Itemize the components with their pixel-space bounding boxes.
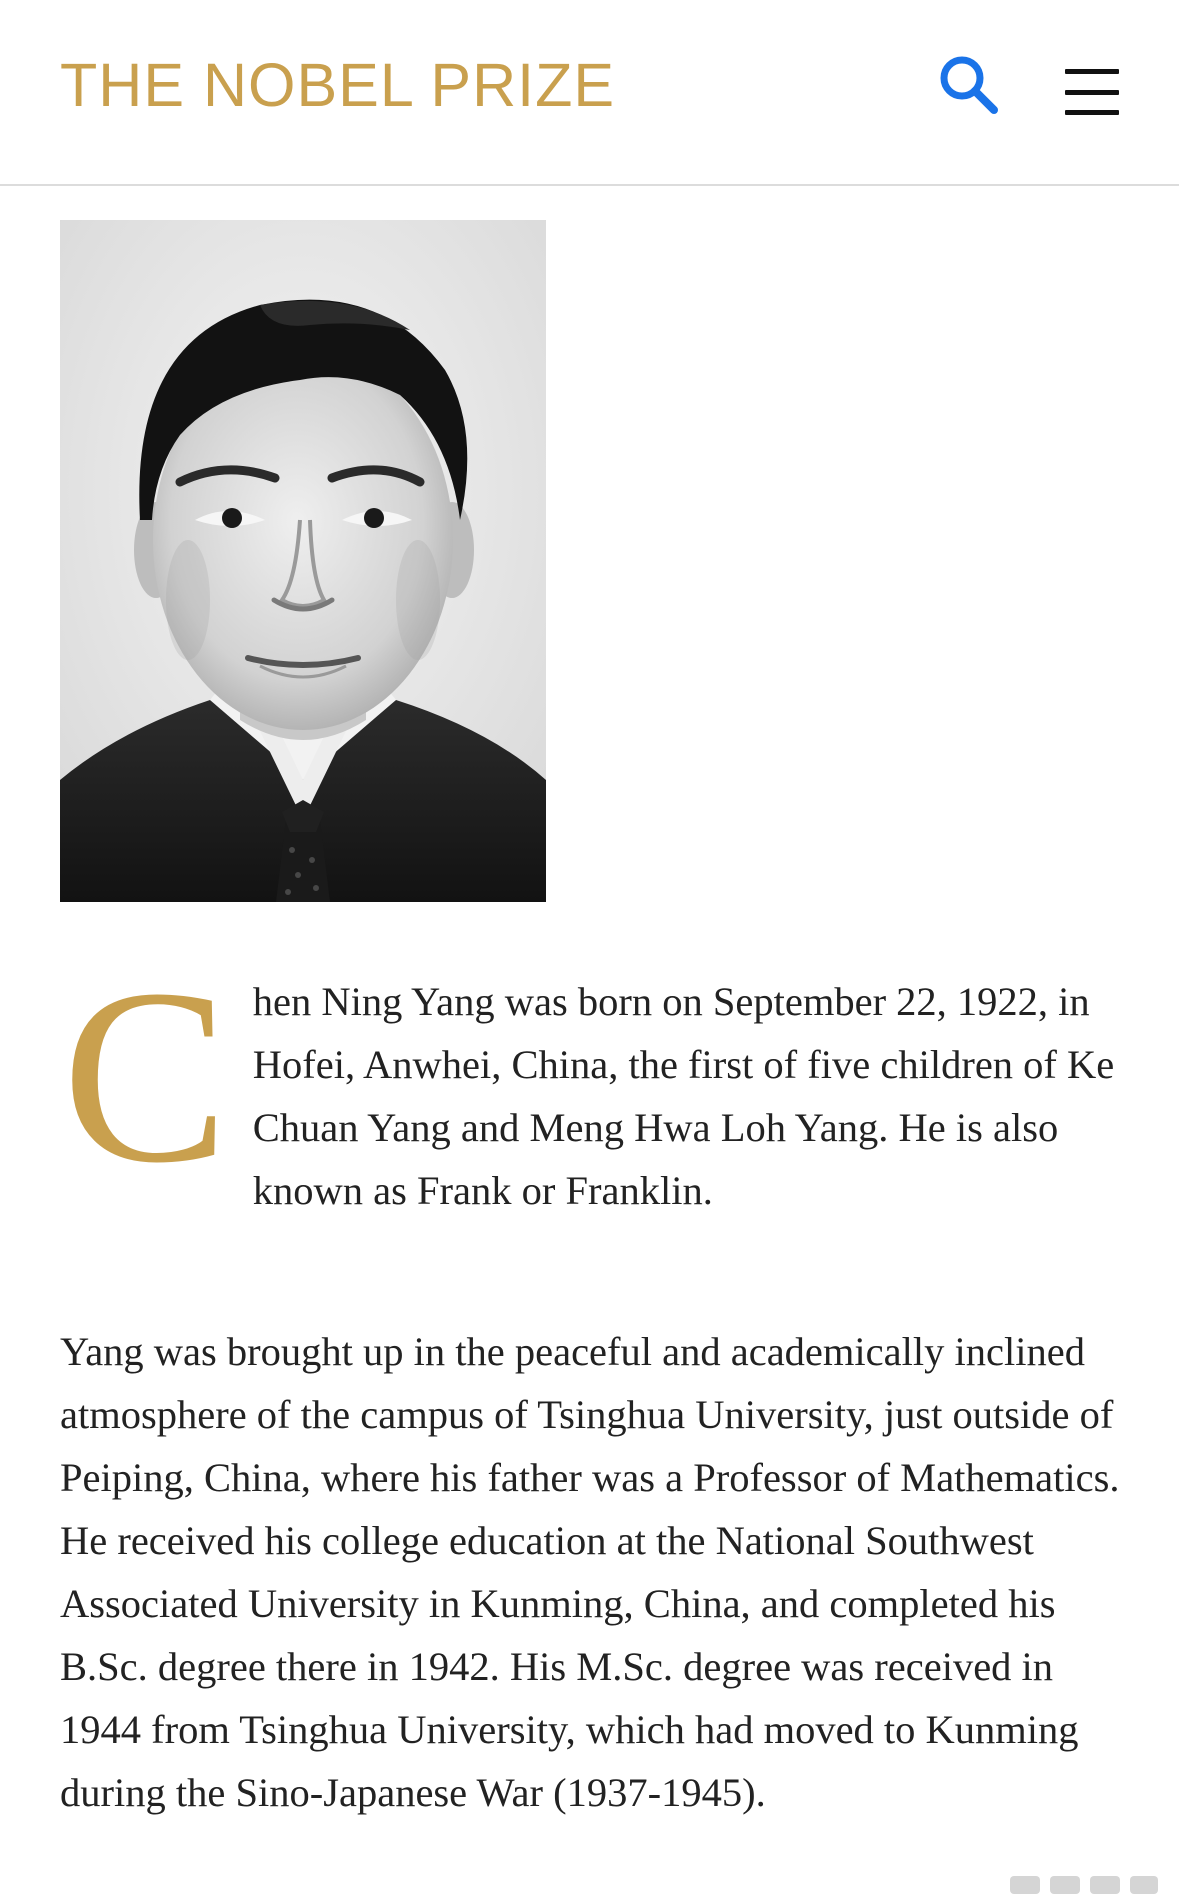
search-icon [936, 52, 1002, 118]
hamburger-menu-icon-bar [1065, 110, 1119, 115]
bottom-fade [0, 1832, 1179, 1902]
hamburger-menu-icon-bar [1065, 69, 1119, 74]
biography-article [60, 938, 1120, 1824]
paragraph-1-text: hen Ning Yang was born on September 22, 1922, in Hofei, Anwhei, China, the first of five children of Ke Chuan Yang and Meng Hwa Loh Yang. He is also known as Frank or Franklin. [252, 979, 1115, 1213]
nobel-prize-logo[interactable]: THE NOBEL PRIZE [60, 51, 616, 119]
hamburger-menu-button[interactable] [1060, 62, 1124, 124]
site-header [0, 0, 1179, 186]
biography-paragraph-2: Yang was brought up in the peaceful and academically inclined atmosphere of the campus of Tsinghua University, just outside of Peiping, China, where his father was a Professor of Mathematics. He received his college education at the National Southwest Associated University in Kunming, China, and completed his B.Sc. degree there in 1942. His M.Sc. degree was received in 1944 from Tsinghua University, which had moved to Kunming during the Sino-Japanese War (1937-1945). [60, 1329, 1120, 1815]
portrait-photo [60, 220, 546, 902]
search-button[interactable] [936, 52, 1002, 118]
hamburger-menu-icon-bar [1065, 90, 1119, 95]
drop-cap-letter: C [62, 938, 229, 1215]
watermark-icon [1010, 1872, 1160, 1898]
biography-paragraph-1 [60, 938, 1120, 1222]
laureate-portrait [60, 220, 546, 902]
